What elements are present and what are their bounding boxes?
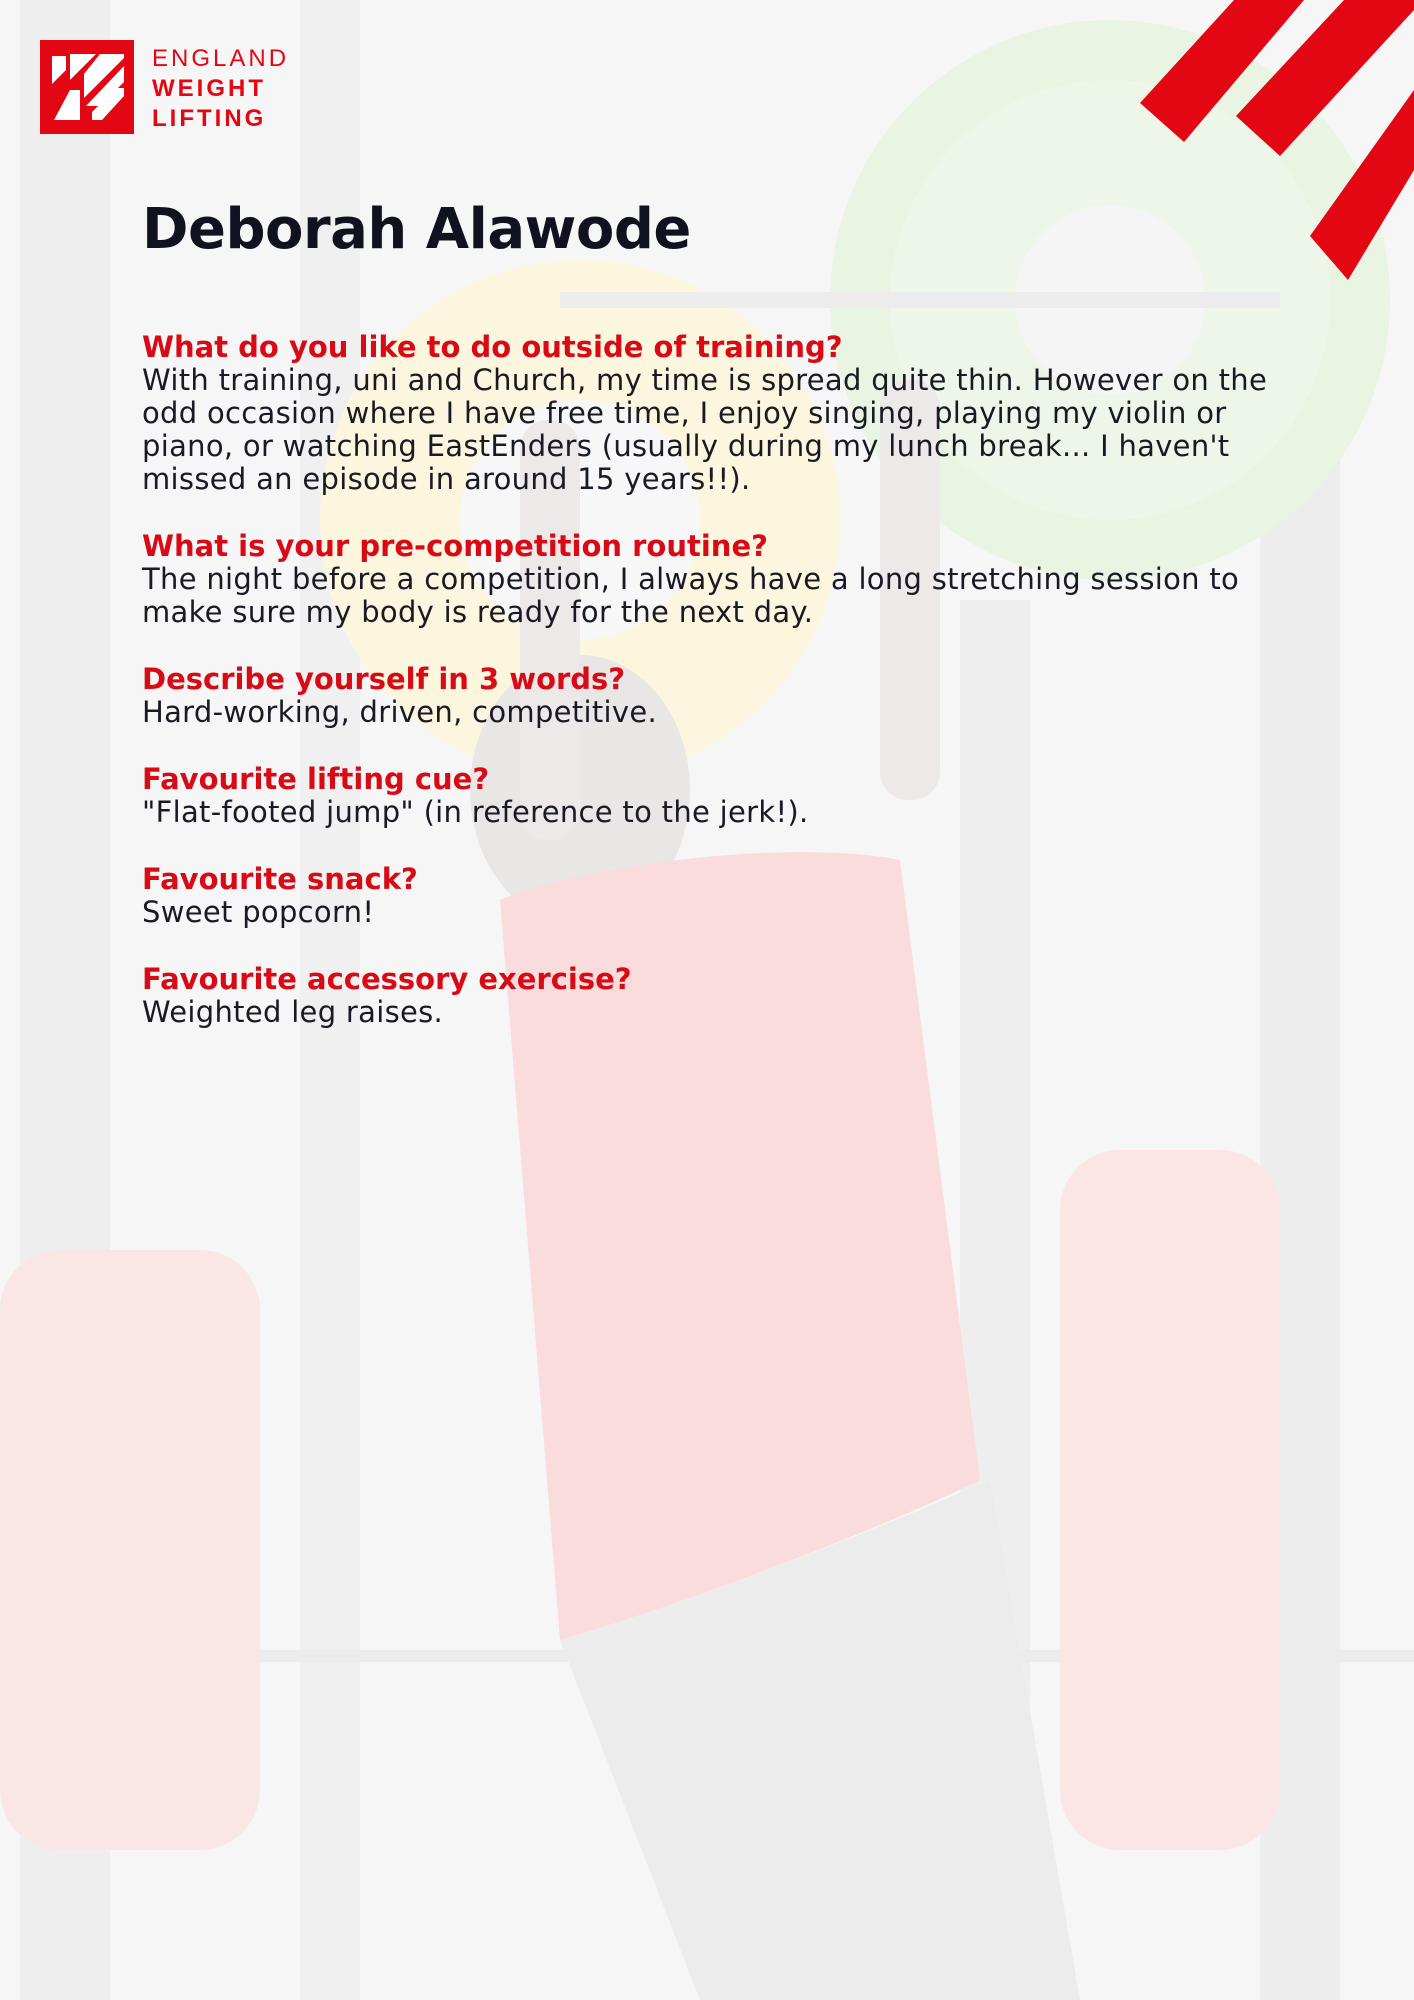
question: Favourite snack? [142,862,418,896]
logo-wordmark [152,44,289,134]
question: Favourite lifting cue? [142,762,490,796]
logo-line-lifting: LIFTING [152,105,267,132]
qa-item [142,763,1272,829]
question: Describe yourself in 3 words? [142,662,626,696]
profile-content [142,195,1272,1063]
answer: With training, uni and Church, my time is spread quite thin. However on the odd occasion where I have free time, I enjoy singing, playing my violin or piano, or watching EastEnders (usually during my lunch break... I haven't missed an episode in around 15 years!!). [142,363,1268,496]
answer: Hard-working, driven, competitive. [142,695,657,729]
question: What do you like to do outside of training? [142,330,843,364]
logo-line-england: ENGLAND [152,45,290,72]
page-title: Deborah Alawode [142,197,691,262]
qa-item [142,530,1272,629]
england-weightlifting-logo[interactable] [40,40,300,136]
qa-item [142,331,1272,496]
answer: The night before a competition, I always have a long stretching session to make sure my body is ready for the next day. [142,562,1240,629]
answer: Sweet popcorn! [142,895,375,929]
qa-item [142,863,1272,929]
answer: Weighted leg raises. [142,995,444,1029]
qa-item [142,963,1272,1029]
logo-line-weight: WEIGHT [152,75,266,102]
england-weightlifting-logo-icon [40,40,134,134]
question: Favourite accessory exercise? [142,962,632,996]
answer: "Flat-footed jump" (in reference to the jerk!). [142,795,809,829]
question: What is your pre-competition routine? [142,529,768,563]
qa-item [142,663,1272,729]
